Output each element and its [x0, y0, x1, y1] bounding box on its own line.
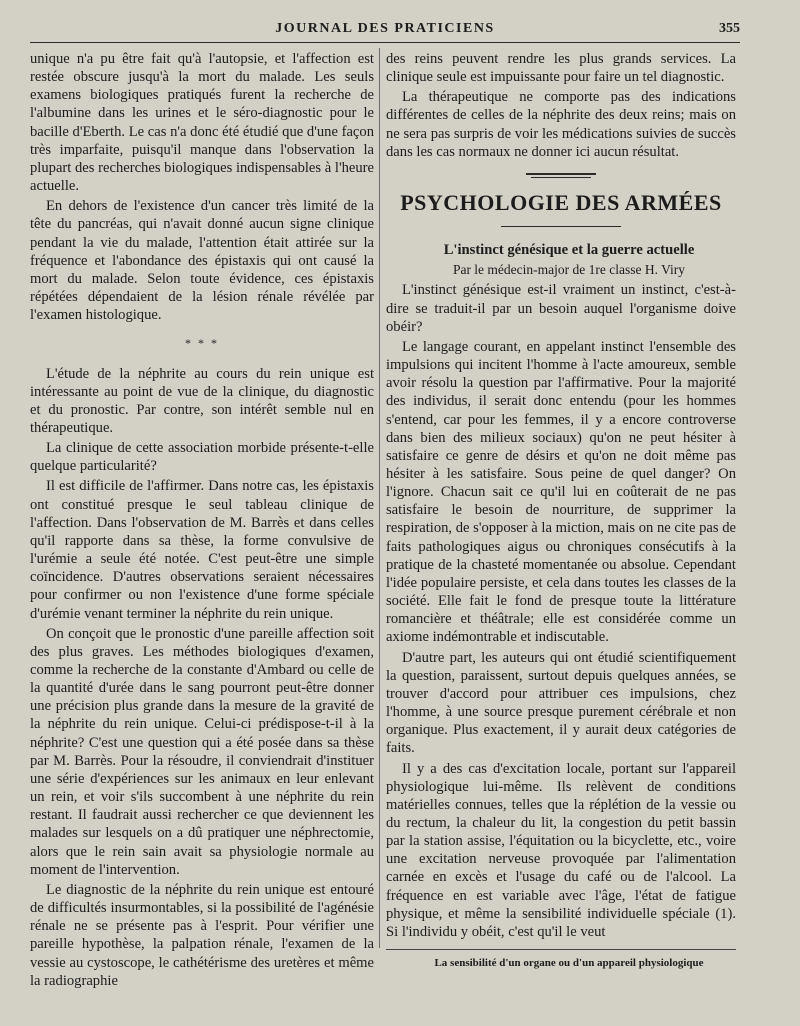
paragraph: des reins peuvent rendre les plus grands services. La clinique seule est impuissante pour faire un tel diagnostic. — [386, 51, 736, 86]
page-number: 355 — [719, 21, 740, 36]
asterism-separator: * * * — [185, 336, 219, 351]
paragraph: On conçoit que le pronostic d'une pareille affection soit des plus graves. Les méthodes biologiques d'examen, comme la recherche de la constante d'Ambard ou celle de la quantité d'urée dans le sang pourront peut-être donner une précision plus grande dans la mesure de la gravité de la néphrite du rein unique. Celui-ci prédispose-t-il à la néphrite? C'est une question qui a été posée dans sa thèse par M. Barrès. Pour la résoudre, il conviendrait d'instituer une série d'expériences sur les animaux en leur enlevant un rein, et voir s'ils succombent à une néphrite du rein restant. Il faudrait aussi rechercher ce que deviennent les malades sur lesquels on a dû pratiquer une néphrectomie, alors que le rein sain avait sa physiologie normale au moment de l'intervention. — [30, 625, 374, 878]
section-rule-thin — [531, 177, 591, 178]
paragraph: Il y a des cas d'excitation locale, portant sur l'appareil physiologique lui-même. Ils relèvent de conditions matérielles connues, telles que la réplétion de la vessie ou du rectum, la chaleur du lit, la congestion du petit bassin par la station assise, l'équitation ou la bicyclette, etc., voire une excitation nerveuse provoquée par l'alimentation carnée en excès et l'usage du café ou de l'alcool. La fréquence en est variable avec l'âge, l'état de fatigue physique, et même la sensibilité individuelle spéciale (1). Si l'individu y obéit, c'est qu'il le veut — [386, 760, 736, 940]
section-rule-thick — [526, 173, 596, 175]
paragraph: Le langage courant, en appelant instinct l'ensemble des impulsions qui incitent l'homme à l'acte amoureux, semble avoir résolu la question par l'affirmative. Pour la majorité des individus, il serait donc entendu (pour les hommes s'entend, car pour les femmes, il y a encore controverse dans bien des milieux sociaux) qu'on ne peut hésiter à satisfaire ce genre de désirs et qu'on ne doit même pas hésiter à les satisfaire. Sous peine de quel danger? On l'ignore. Chacun sait ce qu'il lui en coûterait de ne pas satisfaire le besoin de nourriture, de supprimer la respiration, de s'opposer à la miction, mais on ne cite pas de faits pathologiques aigus ou chroniques consécutifs à la pratique de la chasteté momentanée ou absolue. Cependant l'idée populaire persiste, et cela dans toutes les classes de la société. Elle fait le fond de presque toute la littérature romancière et théâtrale; elle est considérée comme un axiome indémontrable et indiscutable. — [386, 338, 736, 646]
section-title-underline — [501, 226, 621, 228]
footnote: La sensibilité d'un organe ou d'un appareil physiologique — [434, 957, 704, 970]
paragraph: Il est difficile de l'affirmer. Dans notre cas, les épistaxis ont constitué presque le seul tableau clinique de l'affection. Dans l'observation de M. Barrès et dans celles qu'il rapporte dans sa thèse, la forme convulsive de l'urémie a seule été notée. C'est peut-être une simple coïncidence. D'autres observations seraient nécessaires pour confirmer ou non l'existence d'une forme spéciale d'urémie venant terminer la néphrite du rein unique. — [30, 478, 374, 622]
footnote-rule — [386, 949, 736, 950]
running-title: JOURNAL DES PRATICIENS — [275, 21, 495, 36]
paragraph: La clinique de cette association morbide présente-t-elle quelque particularité? — [30, 440, 374, 475]
paragraph: La thérapeutique ne comporte pas des indications différentes de celles de la néphrite des deux reins; mais on ne sera pas surpris de voir les médications suivies de succès dans les cas normaux ne donner ici aucun résultat. — [386, 89, 736, 160]
paragraph: unique n'a pu être fait qu'à l'autopsie, et l'affection est restée obscure jusqu'à la mort du malade. Les seuls examens biologiques pratiqués furent la recherche de l'albumine dans les urines et le séro-diagnostic pour le bacille d'Eberth. Le cas n'a donc été étudié que d'une façon très imparfaite, puisqu'il manque dans l'observation la plupart des recherches biologiques indispensables à l'heure actuelle. — [30, 51, 374, 195]
paragraph: Le diagnostic de la néphrite du rein unique est entouré de difficultés insurmontables, si la possibilité de l'agénésie rénale ne se présente pas à l'esprit. Pour vérifier une pareille hypothèse, la palpation rénale, l'examen de la vessie au cystoscope, le cathétérisme des uretères et même la radiographie — [30, 881, 374, 989]
article-title: L'instinct génésique et la guerre actuelle — [443, 242, 695, 259]
section-title: PSYCHOLOGIE DES ARMÉES — [400, 189, 722, 215]
page-header — [30, 18, 740, 43]
right-column — [386, 50, 736, 974]
left-column — [30, 50, 374, 992]
paragraph: D'autre part, les auteurs qui ont étudié scientifiquement la question, paraissent, surtout depuis quelques années, se trouver d'accord pour attribuer ces impulsions, chez l'homme, à une source presque purement cérébrale et non organique. Plus exactement, il y aurait deux catégories de faits. — [386, 649, 736, 757]
column-divider — [379, 48, 380, 948]
paragraph: L'instinct génésique est-il vraiment un instinct, c'est-à-dire se traduit-il par un besoin auquel l'organisme doive obéir? — [386, 282, 736, 335]
article-byline: Par le médecin-major de 1re classe H. Viry — [452, 262, 686, 278]
paragraph: En dehors de l'existence d'un cancer très limité de la tête du pancréas, qui n'avait donné aucun signe clinique pendant la vie du malade, l'attention était attirée sur la fréquence et l'abondance des épistaxis qui ont causé la mort du malade. Selon toute évidence, ces épistaxis répétées dépendaient de la lésion rénale révélée par l'examen histologique. — [30, 198, 374, 324]
paragraph: L'étude de la néphrite au cours du rein unique est intéressante au point de vue de la clinique, du diagnostic et du pronostic. Par contre, son intérêt semble nul en thérapeutique. — [30, 365, 374, 436]
